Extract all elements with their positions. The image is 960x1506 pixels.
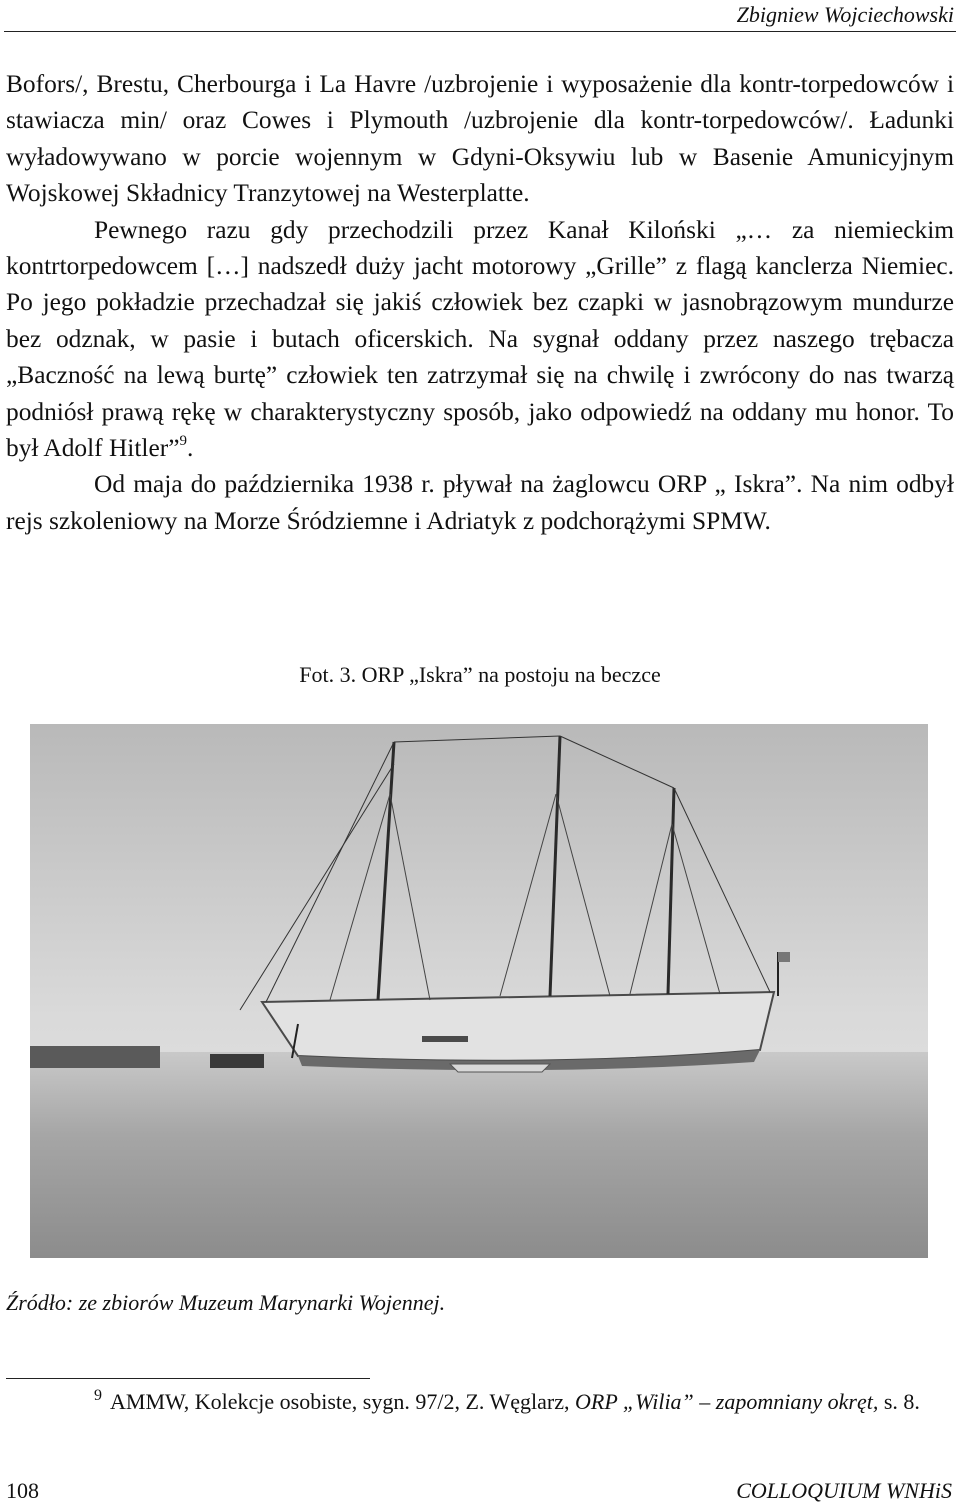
hull-stripe — [422, 1036, 468, 1042]
footnote-rule — [6, 1378, 370, 1379]
footnote-ref[interactable]: 9 — [179, 433, 187, 450]
header-author: Zbigniew Wojciechowski — [736, 2, 954, 27]
footnote-number: 9 — [94, 1387, 102, 1404]
page-number: 108 — [6, 1478, 39, 1503]
footnote — [6, 1386, 954, 1418]
header-rule — [4, 31, 956, 32]
ship-photo — [30, 724, 928, 1258]
ensign — [778, 952, 790, 962]
paragraph-2-end: . — [186, 434, 194, 463]
footnote-title: ORP „Wilia” – zapomniany okręt, — [575, 1389, 879, 1414]
sea — [30, 1052, 928, 1258]
paragraph-3: Od maja do października 1938 r. pływał na żaglowcu ORP „ Iskra”. Na nim odbył rejs szkoleniowy na Morze Śródziemne i Adriatyk z podchorążymi SPMW. — [6, 470, 954, 535]
footnote-text: AMMW, Kolekcje osobiste, sygn. 97/2, Z. Węglarz, — [110, 1389, 570, 1414]
buoy-barge — [210, 1054, 264, 1068]
paragraph-2-text: Pewnego razu gdy przechodzili przez Kanał Kiloński „… za niemieckim kontrtorpedowcem […] nadszedł duży jacht motorowy „Grille” z flagą kanclerza Niemiec. Po jego pokładzie przechadzał się jakiś człowiek bez czapki w jasnobrązowym mundurze bez odznak, w pasie i butach oficerskich. Na sygnał oddany przez naszego trębacza „Baczność na lewą burtę” człowiek ten zatrzymał się na chwilę i zwrócony do nas twarzą podniósł prawą rękę w charakterystyczny sposób, jako odpowiedź na oddany mu honor. To był Adolf Hitler” — [6, 215, 954, 463]
ship-hull — [262, 992, 774, 1061]
footnote-tail: s. 8. — [883, 1389, 920, 1414]
journal-name: COLLOQUIUM WNHiS — [736, 1478, 952, 1503]
paragraph-1: Bofors/, Brestu, Cherbourga i La Havre /uzbrojenie i wyposażenie dla kontr-torpedowców i stawiacza min/ oraz Cowes i Plymouth /uzbrojenie dla kontr-torpedowców/. Ładunki wyładowywano w porcie wojennym w Gdyni-Oksywiu lub w Basenie Amunicyjnym Wojskowej Składnicy Tranzytowej na Westerplatte. — [6, 70, 954, 208]
rowboat — [450, 1064, 550, 1072]
running-header — [0, 0, 960, 34]
figure-caption: Fot. 3. ORP „Iskra” na postoju na beczce — [299, 662, 661, 687]
pier — [30, 1046, 160, 1068]
figure-source: Źródło: ze zbiorów Muzeum Marynarki Wojennej. — [6, 1290, 446, 1315]
body-text — [6, 66, 954, 539]
paragraph-2 — [6, 212, 954, 467]
